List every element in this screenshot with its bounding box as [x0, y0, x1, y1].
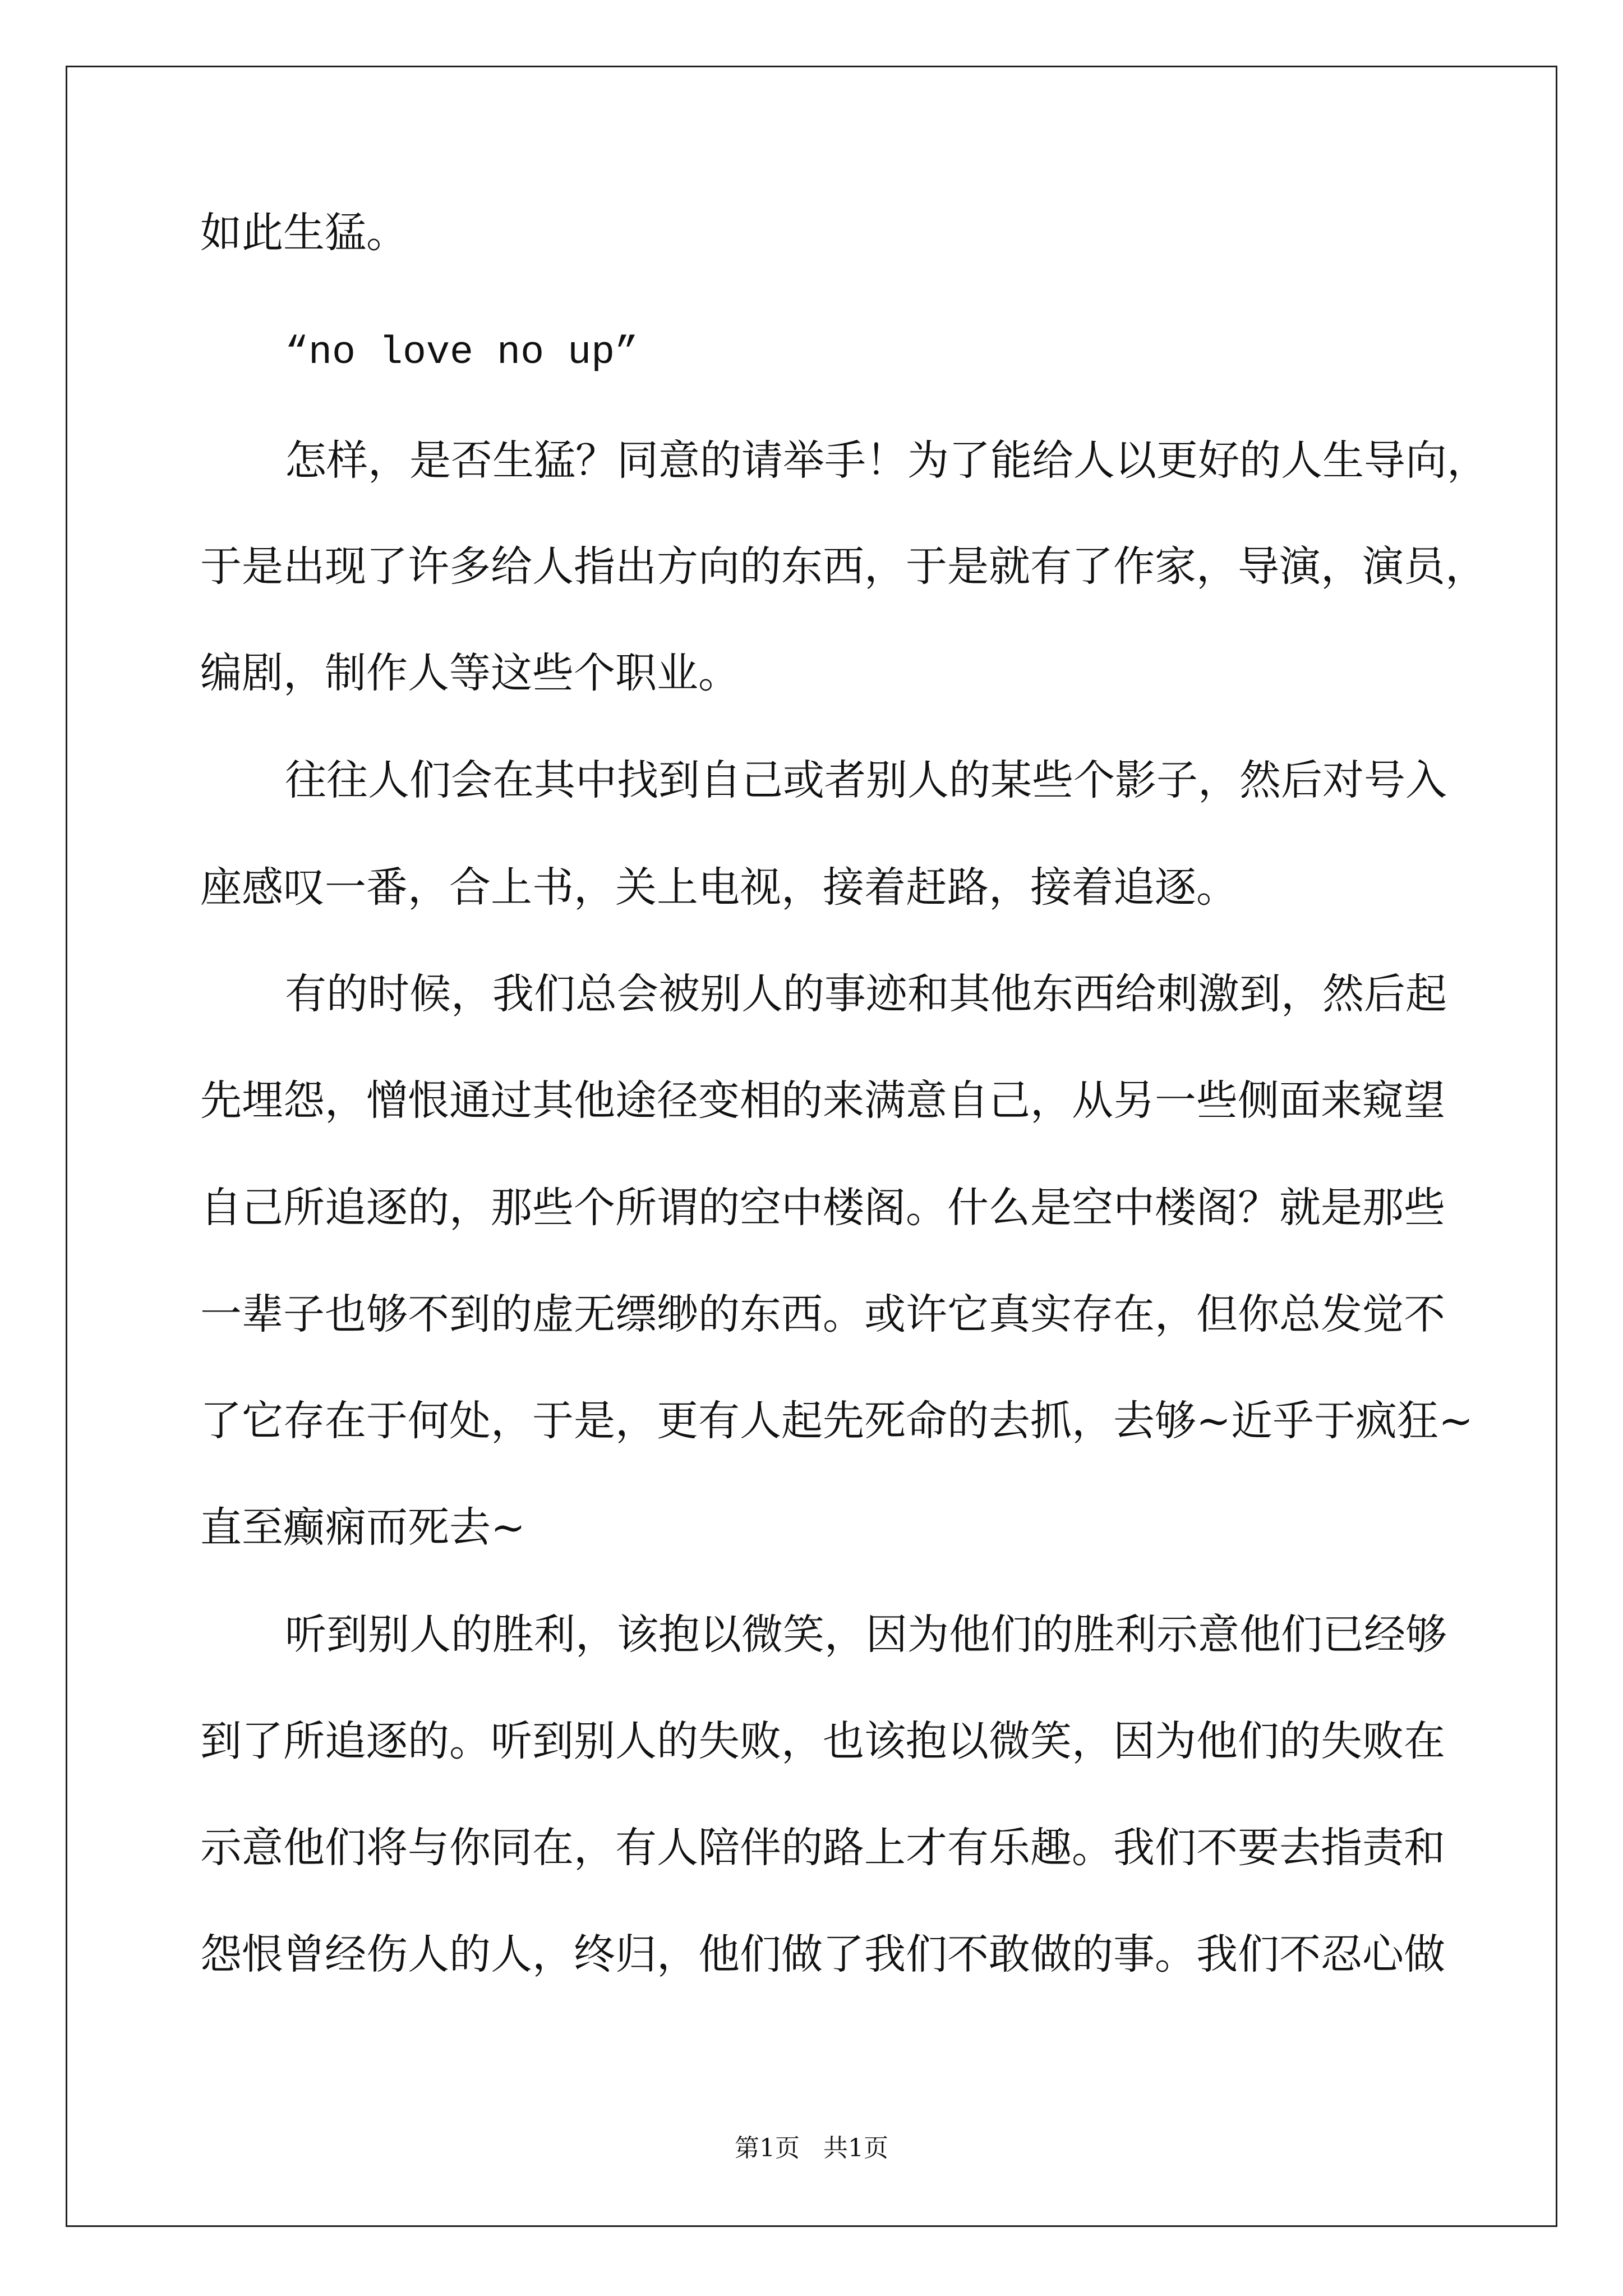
paragraph-2-line-1: 往往人们会在其中找到自己或者别人的某些个影子，然后对号入 [285, 756, 1447, 804]
paragraph-1-line-2: 于是出现了许多给人指出方向的东西，于是就有了作家，导演，演员， [200, 542, 1487, 591]
paragraph-3-line-3: 自己所追逐的，那些个所谓的空中楼阁。什么是空中楼阁？就是那些 [200, 1184, 1445, 1232]
quote-line: “no love no up” [285, 331, 639, 375]
paragraph-3-line-6: 直至癫痫而死去~ [200, 1503, 526, 1552]
paragraph-1-line-1: 怎样，是否生猛？同意的请举手！为了能给人以更好的人生导向， [285, 436, 1488, 485]
paragraph-3-line-4: 一辈子也够不到的虚无缥缈的东西。或许它真实存在，但你总发觉不 [200, 1290, 1445, 1338]
paragraph-3-line-5: 了它存在于何处，于是，更有人起先死命的去抓，去够~近乎于疯狂~ [200, 1397, 1474, 1445]
paragraph-3-line-1: 有的时候，我们总会被别人的事迹和其他东西给刺激到，然后起 [285, 970, 1447, 1018]
paragraph-4-line-1: 听到别人的胜利，该抱以微笑，因为他们的胜利示意他们已经够 [285, 1611, 1447, 1659]
paragraph-1-line-3: 编剧，制作人等这些个职业。 [200, 649, 740, 697]
text-line-1: 如此生猛。 [200, 209, 408, 257]
paragraph-4-line-2: 到了所追逐的。听到别人的失败，也该抱以微笑，因为他们的失败在 [200, 1717, 1445, 1765]
page-border [66, 66, 1557, 2227]
paragraph-3-line-2: 先埋怨，憎恨通过其他途径变相的来满意自己，从另一些侧面来窥望 [200, 1076, 1445, 1125]
page-footer: 第1页 共1页 [735, 2134, 888, 2162]
paragraph-2-line-2: 座感叹一番，合上书，关上电视，接着赶路，接着追逐。 [200, 863, 1238, 912]
paragraph-4-line-3: 示意他们将与你同在，有人陪伴的路上才有乐趣。我们不要去指责和 [200, 1824, 1445, 1872]
paragraph-4-line-4: 怨恨曾经伤人的人，终归，他们做了我们不敢做的事。我们不忍心做 [200, 1930, 1445, 1978]
